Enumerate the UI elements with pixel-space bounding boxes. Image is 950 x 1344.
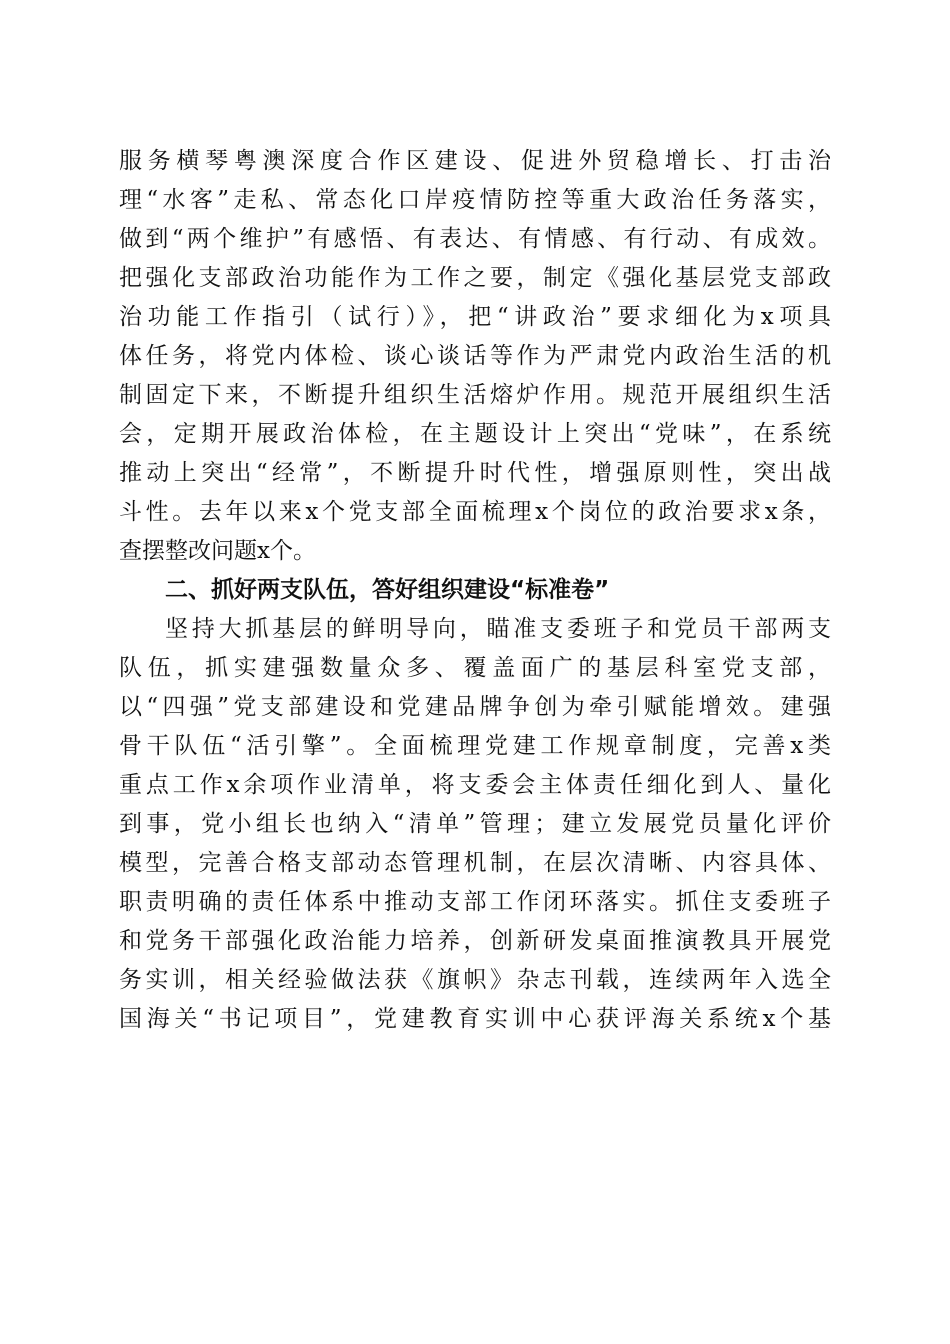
section-1-body (119, 142, 831, 1039)
text-line: 骨干队伍“活引擎”。全面梳理党建工作规章制度，完善x类 (119, 733, 831, 759)
text-line: 制固定下来，不断提升组织生活熔炉作用。规范开展组织生活 (119, 382, 831, 408)
text-line: 职责明确的责任体系中推动支部工作闭环落实。抓住支委班子 (119, 889, 831, 915)
section-2-heading: 二、抓好两支队伍，答好组织建设“标准卷” (165, 577, 610, 603)
text-line: 模型，完善合格支部动态管理机制，在层次清晰、内容具体、 (119, 850, 831, 876)
text-line: 做到“两个维护”有感悟、有表达、有情感、有行动、有成效。 (119, 226, 831, 252)
text-line: 查摆整改问题x个。 (119, 538, 316, 564)
text-line: 服务横琴粤澳深度合作区建设、促进外贸稳增长、打击治 (119, 148, 831, 174)
text-line: 治功能工作指引（试行）》，把“讲政治”要求细化为x项具 (119, 304, 831, 330)
text-line: 以“四强”党支部建设和党建品牌争创为牵引赋能增效。建强 (119, 694, 831, 720)
text-line: 会，定期开展政治体检，在主题设计上突出“党味”，在系统 (119, 421, 831, 447)
text-line: 到事，党小组长也纳入“清单”管理；建立发展党员量化评价 (119, 811, 831, 837)
text-line: 推动上突出“经常”，不断提升时代性，增强原则性，突出战 (119, 460, 831, 486)
text-line: 把强化支部政治功能作为工作之要，制定《强化基层党支部政 (119, 265, 831, 291)
text-line: 坚持大抓基层的鲜明导向，瞄准支委班子和党员干部两支 (165, 616, 831, 642)
text-line: 重点工作x余项作业清单，将支委会主体责任细化到人、量化 (119, 772, 831, 798)
text-line: 队伍，抓实建强数量众多、覆盖面广的基层科室党支部， (119, 655, 831, 681)
text-line: 理“水客”走私、常态化口岸疫情防控等重大政治任务落实， (119, 187, 831, 213)
text-line: 和党务干部强化政治能力培养，创新研发桌面推演教具开展党 (119, 928, 831, 954)
text-line: 务实训，相关经验做法获《旗帜》杂志刊载，连续两年入选全 (119, 967, 831, 993)
text-line: 国海关“书记项目”，党建教育实训中心获评海关系统x个基 (119, 1006, 831, 1032)
text-line: 体任务，将党内体检、谈心谈话等作为严肃党内政治生活的机 (119, 343, 831, 369)
text-line: 斗性。去年以来x个党支部全面梳理x个岗位的政治要求x条， (119, 499, 831, 525)
